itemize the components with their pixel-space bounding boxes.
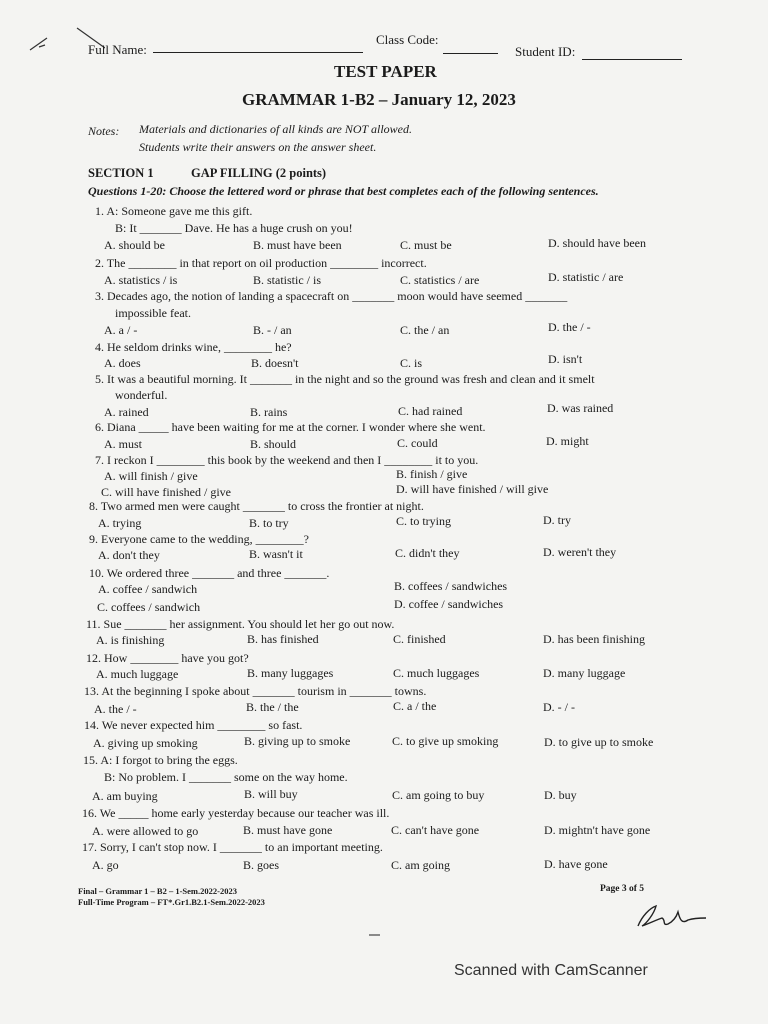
option-d: D. should have been bbox=[548, 236, 646, 250]
question-7-text: 7. I reckon I ________ this book by the weekend and then I ________ it to you. bbox=[95, 453, 479, 467]
option-d: D. have gone bbox=[544, 857, 608, 871]
option-c: C. finished bbox=[393, 632, 446, 646]
option-a: A. will finish / give bbox=[104, 469, 198, 483]
option-c: C. had rained bbox=[398, 404, 463, 418]
class-code-label: Class Code: bbox=[376, 32, 439, 47]
option-b: B. giving up to smoke bbox=[244, 734, 351, 748]
option-b: B. coffees / sandwiches bbox=[394, 579, 508, 593]
option-c: C. must be bbox=[400, 238, 452, 252]
option-b: B. finish / give bbox=[396, 467, 468, 481]
option-a: A. giving up smoking bbox=[93, 736, 198, 750]
student-id-blank bbox=[582, 48, 682, 60]
question-9-text: 9. Everyone came to the wedding, ________? bbox=[89, 532, 309, 546]
option-d: D. has been finishing bbox=[543, 632, 645, 646]
question-2-text: 2. The ________ in that report on oil production ________ incorrect. bbox=[95, 256, 427, 270]
footer-line-1: Final – Grammar 1 – B2 – 1-Sem.2022-2023 bbox=[78, 886, 237, 896]
question-8-text: 8. Two armed men were caught _______ to cross the frontier at night. bbox=[89, 499, 424, 513]
option-c: C. is bbox=[400, 356, 423, 370]
notes-line-1: Materials and dictionaries of all kinds are NOT allowed. bbox=[139, 122, 412, 136]
option-a: A. must bbox=[104, 437, 143, 451]
question-15-text: 15. A: I forgot to bring the eggs. bbox=[83, 753, 238, 767]
option-b: B. wasn't it bbox=[249, 547, 303, 561]
student-id-label: Student ID: bbox=[515, 44, 576, 59]
option-a: A. a / - bbox=[104, 323, 138, 337]
option-a: A. much luggage bbox=[96, 667, 179, 681]
option-d: D. coffee / sandwiches bbox=[394, 597, 504, 611]
option-a: A. trying bbox=[98, 516, 142, 530]
option-c: C. can't have gone bbox=[391, 823, 480, 837]
question-14-text: 14. We never expected him ________ so fast. bbox=[84, 718, 303, 732]
option-c: C. a / the bbox=[393, 699, 437, 713]
question-10-text: 10. We ordered three _______ and three _______. bbox=[89, 566, 330, 580]
option-a: A. rained bbox=[104, 405, 149, 419]
option-a: A. is finishing bbox=[96, 633, 165, 647]
paper-subtitle: GRAMMAR 1-B2 – January 12, 2023 bbox=[242, 90, 516, 109]
option-d: D. isn't bbox=[548, 352, 583, 366]
notes-line-2: Students write their answers on the answer sheet. bbox=[139, 140, 377, 154]
option-d: D. many luggage bbox=[543, 666, 626, 680]
option-c: C. much luggages bbox=[393, 666, 480, 680]
option-c: C. am going to buy bbox=[392, 788, 485, 802]
option-d: D. might bbox=[546, 434, 589, 448]
footer-line-2: Full-Time Program – FT*.Gr1.B2.1-Sem.2022-2023 bbox=[78, 897, 265, 907]
option-d: D. the / - bbox=[548, 320, 591, 334]
notes-label: Notes: bbox=[88, 124, 120, 138]
option-d: D. to give up to smoke bbox=[544, 735, 654, 749]
option-d: D. was rained bbox=[547, 401, 614, 415]
option-c: C. statistics / are bbox=[400, 273, 480, 287]
option-d: D. buy bbox=[544, 788, 577, 802]
question-11-text: 11. Sue _______ her assignment. You should let her go out now. bbox=[86, 617, 395, 631]
option-c: C. didn't they bbox=[395, 546, 460, 560]
option-a: A. the / - bbox=[94, 702, 137, 716]
camscanner-watermark: Scanned with CamScanner bbox=[454, 962, 648, 979]
option-d: D. will have finished / will give bbox=[396, 482, 549, 496]
option-d: D. try bbox=[543, 513, 571, 527]
option-b: B. rains bbox=[250, 405, 288, 419]
question-17-text: 17. Sorry, I can't stop now. I _______ to an important meeting. bbox=[82, 840, 383, 854]
option-c: C. to trying bbox=[396, 514, 452, 528]
question-3-text: 3. Decades ago, the notion of landing a spacecraft on _______ moon would have seemed _______ bbox=[95, 289, 568, 303]
question-13-text: 13. At the beginning I spoke about _______ tourism in _______ towns. bbox=[84, 684, 427, 698]
section-name: GAP FILLING (2 points) bbox=[191, 166, 327, 180]
option-a: A. go bbox=[92, 858, 119, 872]
option-d: D. weren't they bbox=[543, 545, 617, 559]
option-d: D. mightn't have gone bbox=[544, 823, 651, 837]
question-5-text-2: wonderful. bbox=[115, 388, 168, 402]
option-c: C. will have finished / give bbox=[101, 485, 231, 499]
option-a: A. should be bbox=[104, 238, 165, 252]
option-d: D. - / - bbox=[543, 700, 575, 714]
question-16-text: 16. We _____ home early yesterday because our teacher was ill. bbox=[82, 806, 390, 820]
option-b: B. must have gone bbox=[243, 823, 333, 837]
option-b: B. statistic / is bbox=[253, 273, 322, 287]
option-c: C. the / an bbox=[400, 323, 450, 337]
option-d: D. statistic / are bbox=[548, 270, 624, 284]
question-1-text-2: B: It _______ Dave. He has a huge crush on you! bbox=[115, 221, 353, 235]
option-c: C. am going bbox=[391, 858, 450, 872]
option-c: C. to give up smoking bbox=[392, 734, 499, 748]
option-b: B. should bbox=[250, 437, 297, 451]
option-b: B. will buy bbox=[244, 787, 298, 801]
option-a: A. coffee / sandwich bbox=[98, 582, 198, 596]
section-number: SECTION 1 bbox=[88, 166, 154, 180]
option-c: C. coffees / sandwich bbox=[97, 600, 201, 614]
option-a: A. were allowed to go bbox=[92, 824, 199, 838]
question-12-text: 12. How ________ have you got? bbox=[86, 651, 249, 665]
scan-mark-icon bbox=[368, 932, 382, 938]
class-code-blank bbox=[443, 42, 498, 54]
option-a: A. statistics / is bbox=[104, 273, 178, 287]
question-6-text: 6. Diana _____ have been waiting for me at the corner. I wonder where she went. bbox=[95, 420, 486, 434]
section-instruction: Questions 1-20: Choose the lettered word or phrase that best completes each of the following sentences. bbox=[88, 184, 599, 198]
option-a: A. does bbox=[104, 356, 141, 370]
option-b: B. - / an bbox=[253, 323, 292, 337]
option-b: B. many luggages bbox=[247, 666, 334, 680]
question-15-text-2: B: No problem. I _______ some on the way home. bbox=[104, 770, 348, 784]
full-name-blank bbox=[153, 41, 363, 53]
option-b: B. must have been bbox=[253, 238, 342, 252]
question-5-text: 5. It was a beautiful morning. It _______ in the night and so the ground was fresh and clean and it smelt bbox=[95, 372, 595, 386]
option-a: A. am buying bbox=[92, 789, 158, 803]
question-3-text-2: impossible feat. bbox=[115, 306, 191, 320]
question-4-text: 4. He seldom drinks wine, ________ he? bbox=[95, 340, 292, 354]
paper-title: TEST PAPER bbox=[334, 62, 437, 81]
option-b: B. goes bbox=[243, 858, 279, 872]
option-a: A. don't they bbox=[98, 548, 160, 562]
option-c: C. could bbox=[397, 436, 438, 450]
option-b: B. the / the bbox=[246, 700, 299, 714]
option-b: B. doesn't bbox=[251, 356, 299, 370]
option-b: B. has finished bbox=[247, 632, 319, 646]
full-name-label: Full Name: bbox=[88, 42, 147, 57]
question-1-text: 1. A: Someone gave me this gift. bbox=[95, 204, 253, 218]
option-b: B. to try bbox=[249, 516, 289, 530]
page-number: Page 3 of 5 bbox=[600, 884, 645, 894]
signature-icon bbox=[632, 898, 712, 934]
